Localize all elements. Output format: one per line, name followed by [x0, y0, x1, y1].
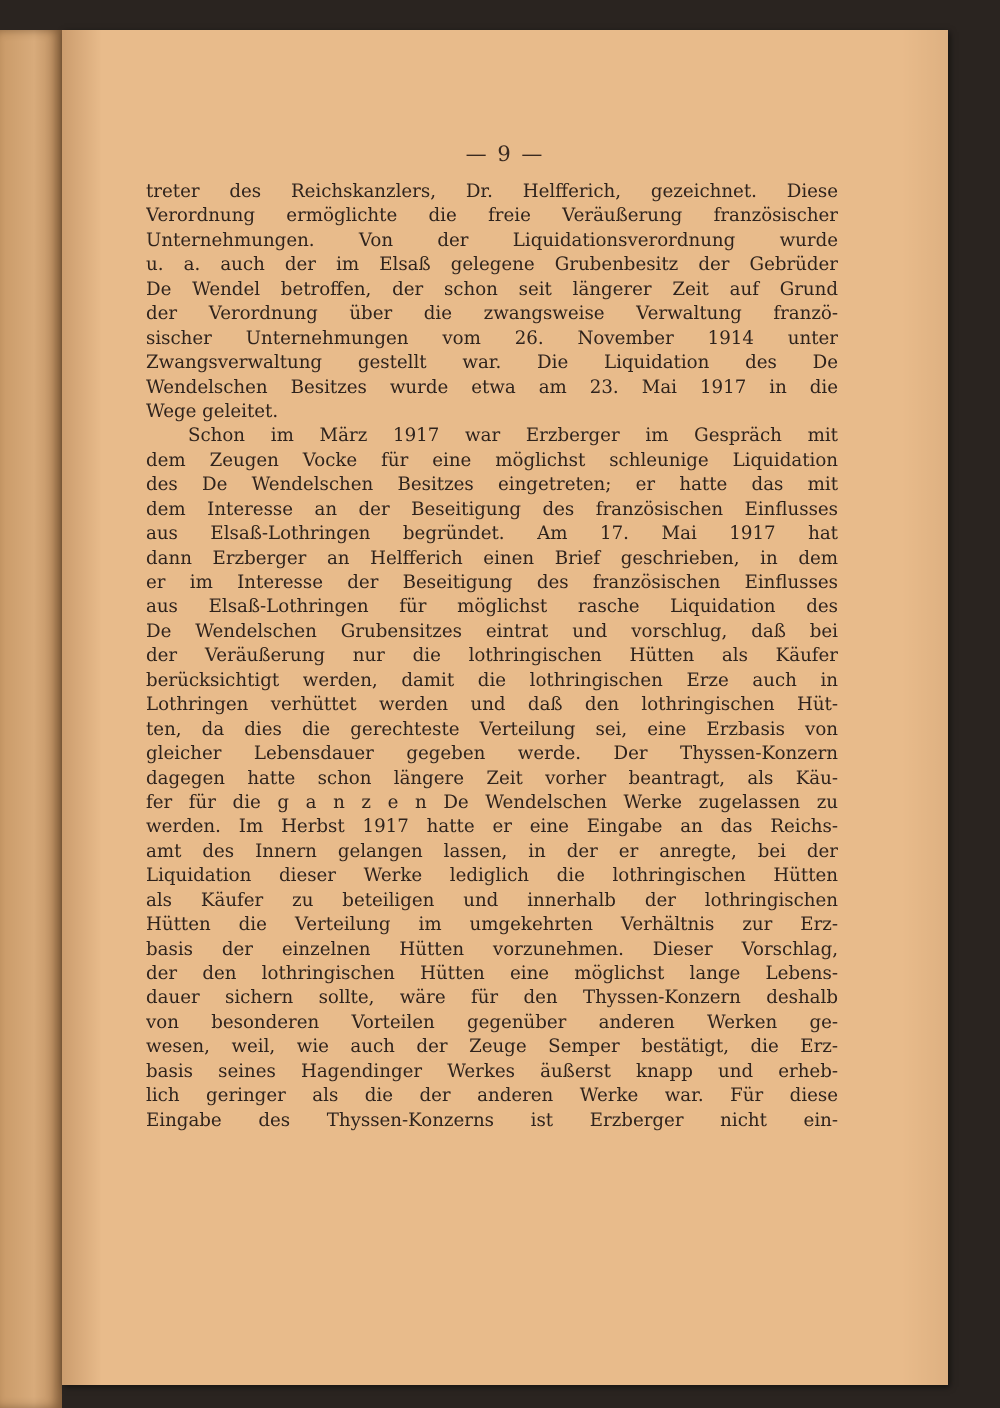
text-line: De Wendel betroffen, der schon seit längerer Zeit auf Grund: [146, 278, 838, 300]
text-line: sischer Unternehmungen vom 26. November 1914 unter: [146, 327, 838, 349]
text-line: Liquidation dieser Werke lediglich die lothringischen Hütten: [146, 865, 838, 887]
text-line: der den lothringischen Hütten eine möglichst lange Lebens-: [146, 963, 838, 984]
text-line: Hütten die Verteilung im umgekehrten Verhältnis zur Erz-: [146, 914, 838, 936]
text-line: basis seines Hagendinger Werkes äußerst knapp und erheb-: [146, 1060, 838, 1082]
text-line: dem Interesse an der Beseitigung des französischen Einflusses: [146, 498, 838, 520]
text-line: Schon im März 1917 war Erzberger im Gespräch mit: [188, 425, 838, 447]
page-number: — 9 —: [465, 142, 545, 166]
text-line: Lothringen verhüttet werden und daß den lothringischen Hüt-: [146, 694, 838, 716]
text-line: dann Erzberger an Helfferich einen Brief geschrieben, in dem: [146, 547, 838, 569]
text-line: berücksichtigt werden, damit die lothringischen Erze auch in: [146, 669, 838, 691]
text-line: u. a. auch der im Elsaß gelegene Grubenbesitz der Gebrüder: [146, 254, 838, 276]
text-line: Unternehmungen. Von der Liquidationsverordnung wurde: [146, 229, 838, 251]
text-line: aus Elsaß-Lothringen für möglichst rasche Liquidation des: [146, 596, 838, 618]
text-line: wesen, weil, wie auch der Zeuge Semper bestätigt, die Erz-: [146, 1036, 838, 1058]
text-line: des De Wendelschen Besitzes eingetreten; er hatte das mit: [146, 474, 838, 496]
text-line: der Veräußerung nur die lothringischen Hütten als Käufer: [146, 645, 838, 667]
text-line: fer für die g a n z e n De Wendelschen Werke zugelassen zu: [146, 791, 838, 813]
text-line: dauer sichern sollte, wäre für den Thyssen-Konzern deshalb: [146, 987, 838, 1009]
text-line: basis der einzelnen Hütten vorzunehmen. Dieser Vorschlag,: [146, 938, 838, 960]
text-line: De Wendelschen Grubensitzes eintrat und vorschlug, daß bei: [146, 620, 838, 642]
facing-page-edge: [0, 30, 62, 1408]
text-line: aus Elsaß-Lothringen begründet. Am 17. Mai 1917 hat: [146, 523, 838, 545]
text-line: gleicher Lebensdauer gegeben werde. Der Thyssen-Konzern: [146, 743, 838, 765]
text-line: Wege geleitet.: [146, 400, 279, 422]
body-text: [146, 180, 838, 1133]
text-line: dagegen hatte schon längere Zeit vorher beantragt, als Käu-: [146, 767, 838, 789]
text-line: der Verordnung über die zwangsweise Verwaltung franzö-: [146, 303, 838, 325]
text-line: Zwangsverwaltung gestellt war. Die Liquidation des De: [146, 352, 838, 374]
text-line: er im Interesse der Beseitigung des französischen Einflusses: [146, 572, 838, 593]
text-line: amt des Innern gelangen lassen, in der er anregte, bei der: [146, 840, 838, 862]
text-line: ten, da dies die gerechteste Verteilung sei, eine Erzbasis von: [146, 718, 838, 740]
document-page: [62, 30, 948, 1385]
text-line: Wendelschen Besitzes wurde etwa am 23. Mai 1917 in die: [146, 376, 838, 398]
text-line: werden. Im Herbst 1917 hatte er eine Eingabe an das Reichs-: [146, 816, 838, 838]
text-line: als Käufer zu beteiligen und innerhalb der lothringischen: [146, 889, 838, 911]
text-line: dem Zeugen Vocke für eine möglichst schleunige Liquidation: [146, 449, 838, 471]
text-line: lich geringer als die der anderen Werke war. Für diese: [146, 1085, 838, 1107]
text-line: Eingabe des Thyssen-Konzerns ist Erzberger nicht ein-: [146, 1109, 838, 1131]
text-line: treter des Reichskanzlers, Dr. Helfferich, gezeichnet. Diese: [146, 181, 838, 202]
text-line: Verordnung ermöglichte die freie Veräußerung französischer: [146, 205, 838, 227]
text-line: von besonderen Vorteilen gegenüber anderen Werken ge-: [146, 1011, 838, 1033]
